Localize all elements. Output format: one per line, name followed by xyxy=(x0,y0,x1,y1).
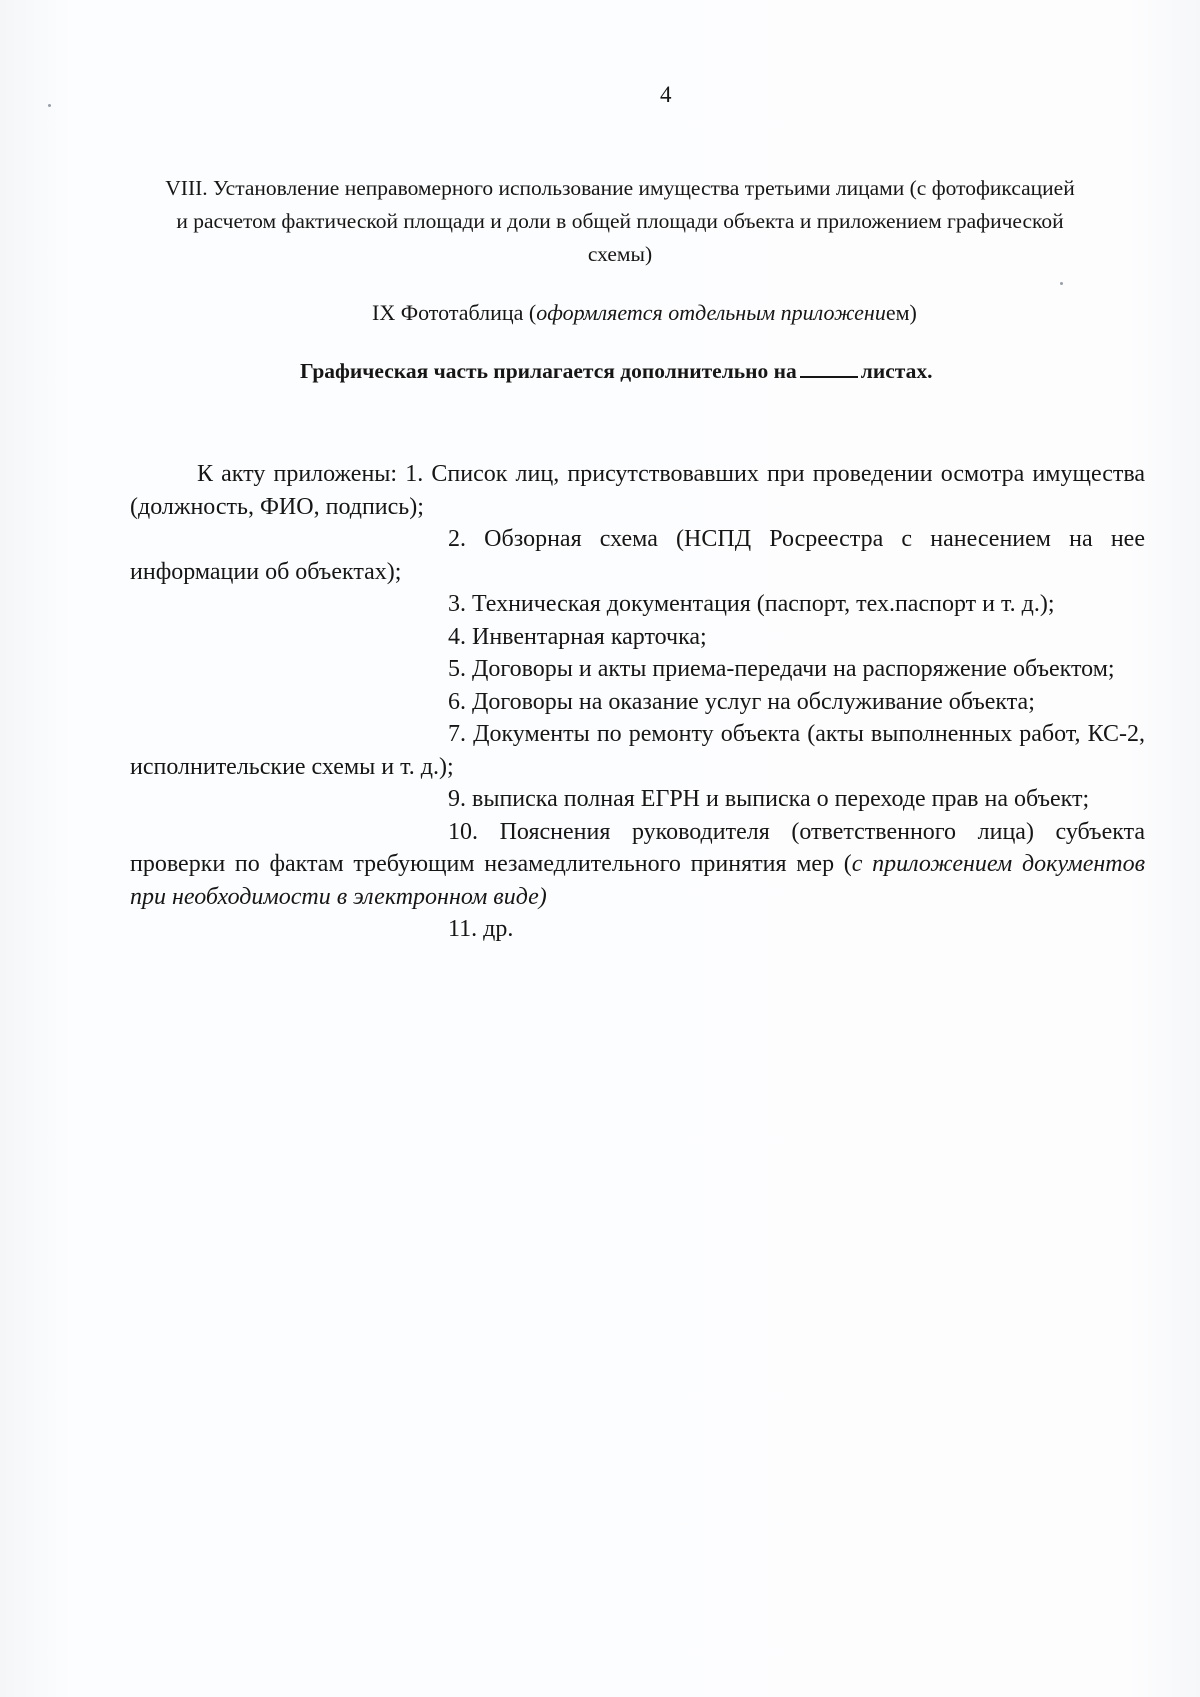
section-ix-lead: IX Фототаблица ( xyxy=(372,300,537,325)
attachment-item-2: 2. Обзорная схема (НСПД Росреестра с нанесением на нее информации об объектах); xyxy=(130,526,1145,585)
graphic-note-after: листах. xyxy=(860,359,933,383)
attachment-item-7: 7. Документы по ремонту объекта (акты выполненных работ, КС-2, исполнительские схемы и т. д.); xyxy=(130,721,1145,780)
attachment-item-10 xyxy=(130,816,1145,914)
scan-speck xyxy=(48,104,51,107)
attachment-item-4: 4. Инвентарная карточка; xyxy=(448,623,707,650)
attachment-item-10-text: 10. Пояснения руководителя (ответственного лица) субъекта проверки по фактам требующим незамедлительного принятия мер ( xyxy=(130,818,1145,877)
attachment-item-6: 6. Договоры на оказание услуг на обслуживание объекта; xyxy=(448,688,1035,715)
attachment-intro: К акту приложены: 1. Список лиц, присутствовавших при проведении осмотра имущества (должность, ФИО, подпись); xyxy=(130,461,1145,520)
attachments-list xyxy=(130,458,1145,946)
attachment-item-3: 3. Техническая документация (паспорт, тех.паспорт и т. д.); xyxy=(448,591,1055,617)
section-ix-heading xyxy=(372,300,917,326)
attachment-item-11: 11. др. xyxy=(448,916,514,942)
sheet-count-blank xyxy=(800,358,858,378)
attachment-item-5: 5. Договоры и акты приема-передачи на распоряжение объектом; xyxy=(448,656,1115,682)
graphic-part-note xyxy=(300,358,933,384)
page-number: 4 xyxy=(660,82,672,107)
scan-speck xyxy=(1060,282,1063,285)
section-viii-heading: VIII. Установление неправомерного использование имущества третьими лицами (с фотофиксацией и расчетом фактической площади и доли в общей площади объекта и приложением графической схемы) xyxy=(165,176,1075,266)
attachment-item-9: 9. выписка полная ЕГРН и выписка о переходе прав на объект; xyxy=(448,786,1090,812)
section-ix-tail: ем) xyxy=(885,300,917,325)
graphic-note-before: Графическая часть прилагается дополнительно на xyxy=(300,359,797,383)
section-ix-italic: оформляется отдельным приложени xyxy=(536,300,886,325)
attachment-item-10-italic: с приложением документов при необходимости в электронном виде) xyxy=(130,851,1146,910)
